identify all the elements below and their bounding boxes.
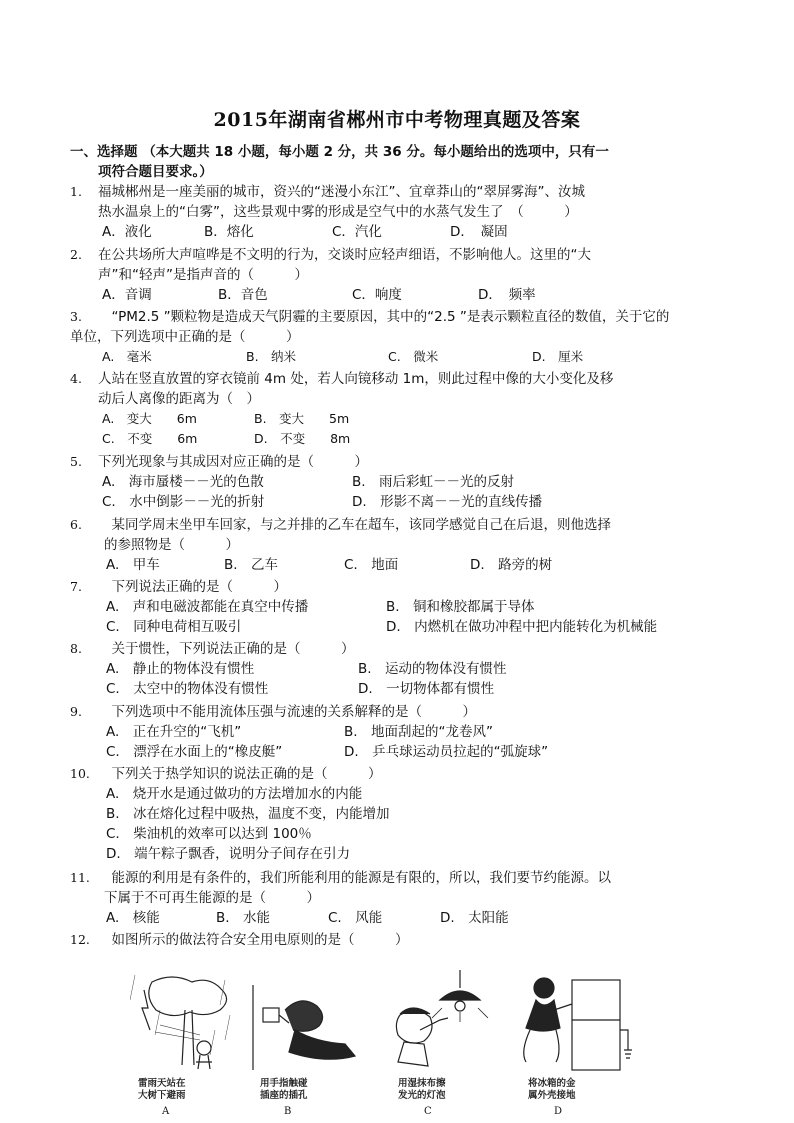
caption-line: 雷雨天站在: [138, 1078, 186, 1089]
option-a: A. 变大 6m: [102, 411, 197, 426]
question-11: [70, 868, 730, 928]
option-c: C．响度: [352, 287, 402, 303]
panel-a-drawing: [130, 970, 250, 1075]
question-stem-line: 下列光现象与其成因对应正确的是（ ）: [98, 454, 368, 470]
question-stem-line: 下属于不可再生能源的是（ ）: [104, 890, 320, 906]
question-number: 1.: [70, 184, 82, 199]
question-stem-line: 下列关于热学知识的说法正确的是（ ）: [98, 766, 382, 782]
question-number: 5.: [70, 454, 82, 469]
option-c: C. 同种电荷相互吸引: [106, 619, 242, 635]
question-number: 2.: [70, 247, 82, 262]
question-stem-line: 关于惯性，下列说法正确的是（ ）: [98, 641, 355, 657]
panel-b-drawing: [245, 980, 370, 1075]
option-a: A. 声和电磁波都能在真空中传播: [106, 599, 309, 615]
question-2: [70, 245, 730, 305]
option-d: D. 乒乓球运动员拉起的“弧旋球”: [344, 744, 549, 760]
question-stem-line: “PM2.5 ”颗粒物是造成天气阴霾的主要原因，其中的“2.5 ”是表示颗粒直径的数值，关于它的: [98, 309, 670, 325]
question-12: [70, 930, 730, 950]
option-d: D． 凝固: [450, 224, 508, 240]
option-d: D. 路旁的树: [470, 557, 553, 573]
option-b: B. 变大 5m: [254, 411, 350, 426]
option-d: D． 频率: [478, 287, 536, 303]
option-c: C. 微米: [388, 349, 439, 364]
option-d: D. 厘米: [532, 349, 584, 364]
caption-a: [138, 1078, 186, 1102]
option-c: C. 水中倒影－－光的折射: [102, 494, 265, 510]
panel-c-drawing: [380, 970, 510, 1075]
option-d: D. 内燃机在做功冲程中把内能转化为机械能: [386, 619, 658, 635]
option-d: D. 太阳能: [440, 910, 509, 926]
question-4: [70, 369, 730, 449]
caption-b: [260, 1078, 308, 1102]
question-stem-line: 的参照物是（ ）: [104, 537, 239, 553]
option-b: B. 运动的物体没有惯性: [358, 661, 507, 677]
question-stem-line: 热水温泉上的“白雾”，这些景观中雾的形成是空气中的水蒸气发生了 （ ）: [98, 204, 578, 220]
option-a: A．液化: [102, 224, 152, 240]
option-a: A. 海市蜃楼－－光的色散: [102, 474, 264, 490]
caption-line: 插座的插孔: [260, 1090, 308, 1101]
section-heading: [70, 142, 730, 182]
caption-line: 将冰箱的金: [528, 1078, 576, 1089]
option-c: C. 地面: [344, 557, 399, 573]
question-number: 8.: [70, 641, 82, 656]
question-number: 9.: [70, 704, 82, 719]
question-9: [70, 702, 730, 762]
question-8: [70, 639, 730, 699]
question-stem-line: 下列说法正确的是（ ）: [98, 579, 287, 595]
option-c: C. 太空中的物体没有惯性: [106, 681, 269, 697]
option-d: D. 一切物体都有惯性: [358, 681, 495, 697]
option-c: C．汽化: [332, 224, 382, 240]
option-b: B. 雨后彩虹－－光的反射: [352, 474, 515, 490]
option-b: B. 乙车: [224, 557, 279, 573]
option-b: B．音色: [218, 287, 268, 303]
caption-c: [398, 1078, 446, 1102]
question-stem-line: 在公共场所大声喧哗是不文明的行为，交谈时应轻声细语，不影响他人。这里的“大: [98, 247, 591, 263]
question-stem-line: 能源的利用是有条件的，我们所能利用的能源是有限的，所以，我们要节约能源。以: [98, 870, 611, 886]
caption-line: 发光的灯泡: [398, 1090, 446, 1101]
option-a: A. 毫米: [102, 349, 152, 364]
option-a: A. 甲车: [106, 557, 160, 573]
caption-line: 属外壳接地: [528, 1090, 576, 1101]
question-stem-line: 下列选项中不能用流体压强与流速的关系解释的是（ ）: [98, 704, 476, 720]
caption-line: 用湿抹布擦: [398, 1078, 446, 1089]
question-stem-line: 某同学周末坐甲车回家，与之并排的乙车在超车，该同学感觉自己在后退，则他选择: [98, 517, 611, 533]
question-7: [70, 577, 730, 637]
question-number: 4.: [70, 371, 82, 386]
option-b: B. 纳米: [246, 349, 297, 364]
caption-d: [528, 1078, 576, 1102]
section-heading-line1: 一、选择题 （本大题共 18 小题，每小题 2 分，共 36 分。每小题给出的选项中，只有一: [70, 144, 609, 160]
question-number: 6.: [70, 517, 82, 532]
section-heading-line2: 项符合题目要求。）: [98, 164, 213, 180]
option-a: A. 烧开水是通过做功的方法增加水的内能: [106, 786, 363, 802]
question-number: 7.: [70, 579, 82, 594]
question-stem-line: 动后人离像的距离为（ ）: [98, 391, 260, 407]
question-number: 3.: [70, 309, 82, 324]
label-a: A: [162, 1106, 170, 1117]
safety-illustration: [130, 970, 640, 1120]
option-c: C. 不变 6m: [102, 431, 198, 446]
option-b: B. 地面刮起的“龙卷风”: [344, 724, 494, 740]
label-d: D: [554, 1106, 563, 1117]
panel-d-drawing: [510, 970, 640, 1085]
option-a: A. 正在升空的“飞机”: [106, 724, 242, 740]
option-d: D. 不变 8m: [254, 431, 351, 446]
question-number: 12.: [70, 932, 90, 947]
option-b: B．熔化: [204, 224, 254, 240]
option-c: C. 风能: [328, 910, 383, 926]
option-d: D. 端午粽子飘香，说明分子间存在引力: [106, 846, 351, 862]
question-10: [70, 764, 730, 864]
question-stem-line: 单位，下列选项中正确的是（ ）: [70, 329, 300, 345]
question-stem-line: 如图所示的做法符合安全用电原则的是（ ）: [98, 932, 409, 948]
question-stem-line: 人站在竖直放置的穿衣镜前 4m 处，若人向镜移动 1m，则此过程中像的大小变化及移: [98, 371, 614, 387]
option-b: B. 冰在熔化过程中吸热，温度不变，内能增加: [106, 806, 390, 822]
question-5: [70, 452, 730, 512]
option-b: B. 铜和橡胶都属于导体: [386, 599, 535, 615]
label-c: C: [424, 1106, 432, 1117]
option-c: C. 漂浮在水面上的“橡皮艇”: [106, 744, 283, 760]
question-1: [70, 182, 730, 242]
option-a: A．音调: [102, 287, 152, 303]
label-b: B: [284, 1106, 292, 1117]
option-a: A. 静止的物体没有惯性: [106, 661, 255, 677]
caption-line: 大树下避雨: [138, 1090, 186, 1101]
question-stem-line: 福城郴州是一座美丽的城市，资兴的“迷漫小东江”、宜章莽山的“翠屏雾海”、汝城: [98, 184, 585, 200]
option-c: C. 柴油机的效率可以达到 100％: [106, 826, 312, 842]
option-a: A. 核能: [106, 910, 160, 926]
question-number: 10.: [70, 766, 90, 781]
question-stem-line: 声”和“轻声”是指声音的（ ）: [98, 267, 308, 283]
option-b: B. 水能: [216, 910, 271, 926]
question-number: 11.: [70, 870, 90, 885]
caption-line: 用手指触碰: [260, 1078, 308, 1089]
document-title: 2015年湖南省郴州市中考物理真题及答案: [213, 109, 581, 131]
question-3: [70, 307, 730, 367]
question-6: [70, 515, 730, 575]
option-d: D. 形影不离－－光的直线传播: [352, 494, 543, 510]
